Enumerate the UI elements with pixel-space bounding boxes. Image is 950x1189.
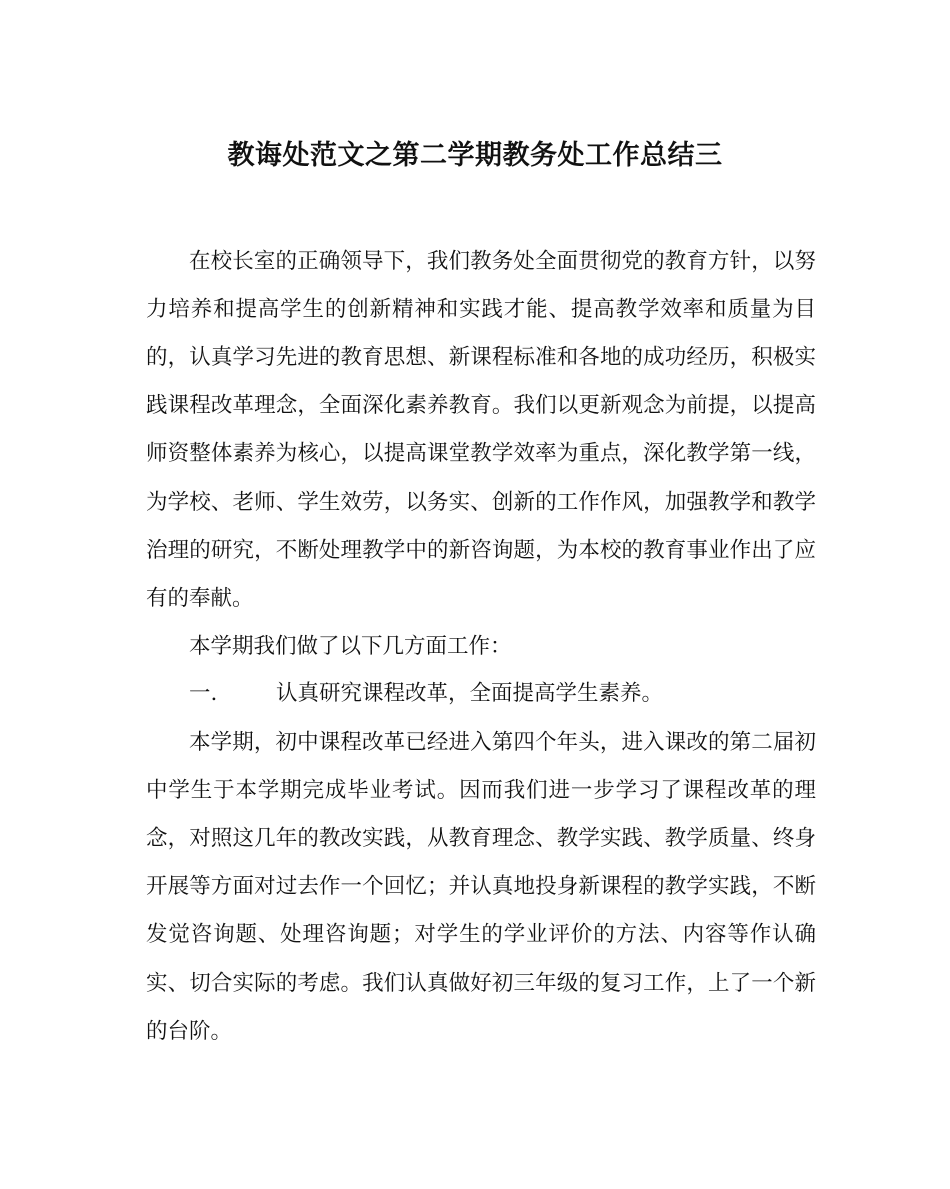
intro-paragraph: 在校长室的正确领导下，我们教务处全面贯彻党的教育方针，以努力培养和提高学生的创新精神和实践才能、提高教学效率和质量为目的，认真学习先进的教育思想、新课程标准和各地的成功经历，积极实践课程改革理念，全面深化素养教育。我们以更新观念为前提，以提高师资整体素养为核心，以提高课堂教学效率为重点，深化教学第一线，为学校、老师、学生效劳，以务实、创新的工作作风，加强教学和教学治理的研究，不断处理教学中的新咨询题，为本校的教育事业作出了应有的奉献。 [146,248,816,611]
section-heading [146,670,816,718]
work-intro-paragraph: 本学期我们做了以下几方面工作： [189,633,512,659]
curriculum-reform-paragraph: 本学期，初中课程改革已经进入第四个年头，进入课改的第二届初中学生于本学期完成毕业考试。因而我们进一步学习了课程改革的理念，对照这几年的教改实践，从教育理念、教学实践、教学质量、终身开展等方面对过去作一个回忆；并认真地投身新课程的教学实践，不断发觉咨询题、处理咨询题；对学生的学业评价的方法、内容等作认确实、切合实际的考虑。我们认真做好初三年级的复习工作，上了一个新的台阶。 [146,729,816,1044]
section-heading-text: 认真研究课程改革，全面提高学生素养。 [276,680,664,706]
section-number: 一. [189,680,218,706]
document-title: 教诲处范文之第二学期教务处工作总结三 [227,140,723,171]
